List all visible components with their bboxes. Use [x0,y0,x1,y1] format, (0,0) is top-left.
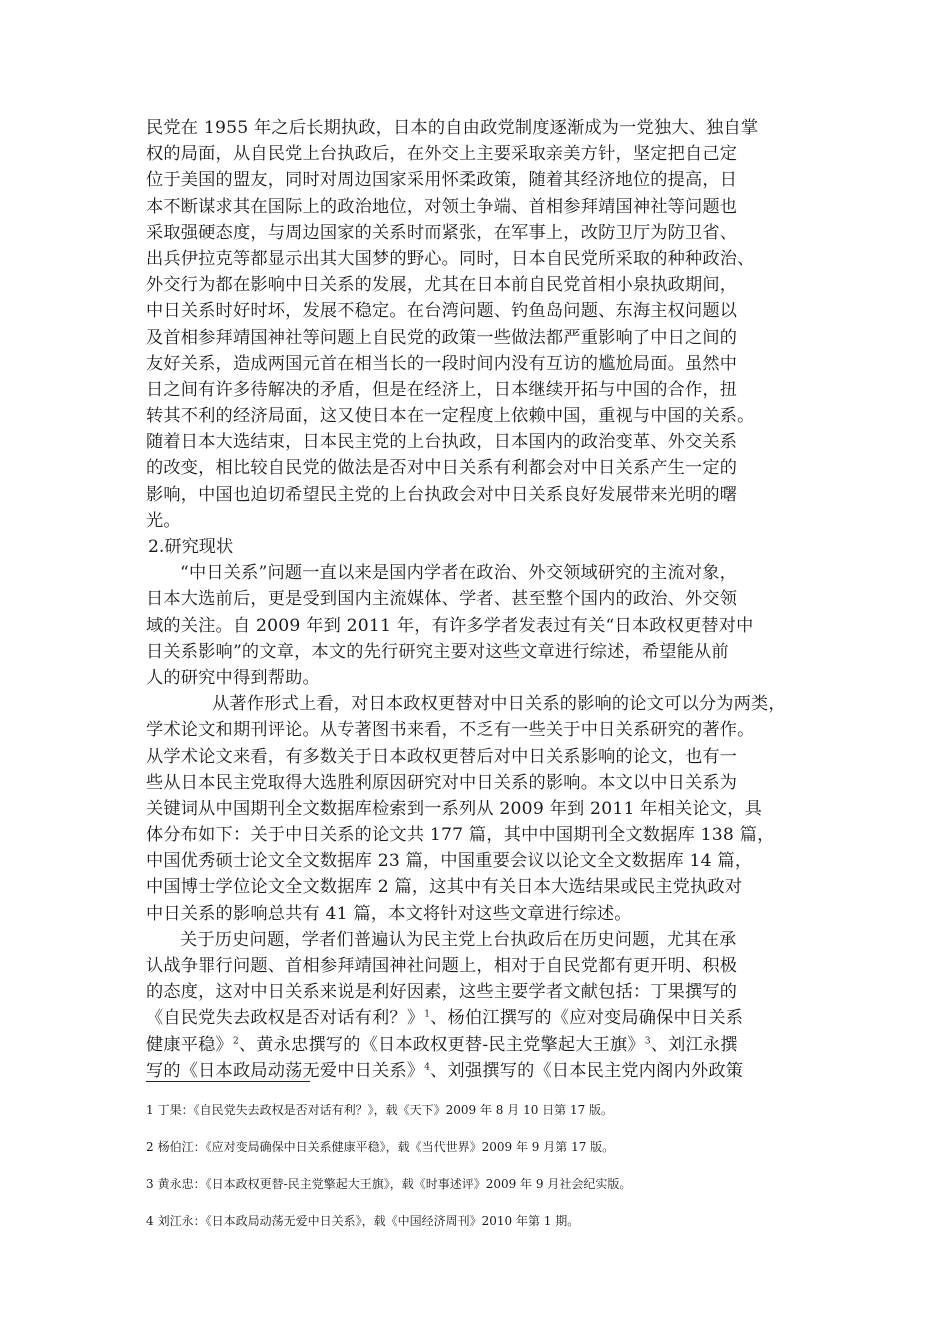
text-line: 本不断谋求其在国际上的政治地位，对领土争端、首相参拜靖国神社等问题也 [146,196,738,217]
footnote-number: 4 [146,1214,154,1228]
footnote-ref[interactable]: 2 [232,1035,239,1046]
text-line: 认战争罪行问题、首相参拜靖国神社问题上，相对于自民党都有更开明、积极 [146,956,738,976]
text-line: 学术论文和期刊评论。从专著图书来看，不乏有一些关于中日关系研究的著作。 [146,720,755,741]
footnote-number: 2 [146,1140,154,1154]
footnote-ref[interactable]: 1 [424,1009,431,1020]
body-text [146,115,826,1084]
text-line: 民党在 1955 年之后长期执政，日本的自由政党制度逐渐成为一党独大、独自掌 [146,118,759,138]
text-line: 域的关注。自 2009 年到 2011 年，有许多学者发表过有关“日本政权更替对中 [146,615,754,636]
text-line: 人的研究中得到帮助。 [146,667,320,688]
citation-text: 健康平稳》 [146,1034,233,1055]
text-line: 的态度，这对中日关系来说是利好因素，这些主要学者文献包括：丁果撰写的 [146,982,738,1003]
footnotes [146,1102,846,1250]
text-line: 影响，中国也迫切希望民主党的上台执政会对中日关系良好发展带来光明的曙 [146,484,738,505]
text-line: 转其不利的经济局面，这又使日本在一定程度上依赖中国，重视与中国的关系。 [146,406,755,427]
text-line: 关键词从中国期刊全文数据库检索到一系列从 2009 年到 2011 年相关论文，具 [146,798,762,819]
text-line [146,1032,826,1058]
paragraph-continuation [146,115,826,534]
paragraph-research-intro [146,560,826,691]
footnote-text: 黄永忠：《日本政权更替-民主党擎起大王旗》，载《时事述评》2009 年 9 月社会纪实版。 [157,1177,632,1191]
text-line [146,1058,826,1084]
paragraph-history-issues [146,927,826,1084]
text-line: 中国博士学位论文全文数据库 2 篇，这其中有关日本大选结果或民主党执政对 [146,877,743,898]
footnote-separator [146,1081,310,1082]
text-line: 权的局面，从自民党上台执政后，在外交上主要采取亲美方针，坚定把自己定 [146,144,738,165]
footnote [146,1102,846,1118]
text-line: 的改变，相比较自民党的做法是否对中日关系有利都会对中日关系产生一定的 [146,458,738,479]
text-line-content: “中日关系”问题一直以来是国内学者在政治、外交领域研究的主流对象， [180,563,737,584]
text-line-content: 从著作形式上看，对日本政权更替对中日关系的影响的论文可以分为两类， [212,694,786,715]
text-line: 随着日本大选结束，日本民主党的上台执政，日本国内的政治变革、外交关系 [146,432,738,453]
footnote-text: 丁果：《自民党失去政权是否对话有利？》，载《天下》2009 年 8 月 10 日第 17 版。 [157,1103,614,1117]
text-line [146,927,826,953]
citation-text: 、刘强撰写的《日本民主党内阁内外政策 [430,1060,744,1081]
text-line: 友好关系，造成两国元首在相当长的一段时间内没有互访的尴尬局面。虽然中 [146,353,738,374]
footnote [146,1213,846,1229]
text-line: 中日关系的影响总共有 41 篇，本文将针对这些文章进行综述。 [146,903,632,924]
footnote [146,1176,846,1192]
paragraph-publication-forms [146,691,826,927]
text-line: 体分布如下：关于中日关系的论文共 177 篇，其中中国期刊全文数据库 138 篇， [146,825,775,846]
text-line: 日之间有许多待解决的矛盾，但是在经济上，日本继续开拓与中国的合作，扭 [146,379,738,400]
footnote [146,1139,846,1155]
text-line: 采取强硬态度，与周边国家的关系时而紧张，在军事上，改防卫厅为防卫省、 [146,222,738,243]
text-line: 位于美国的盟友，同时对周边国家采用怀柔政策，随着其经济地位的提高，日 [146,170,738,191]
text-line-content: 关于历史问题，学者们普遍认为民主党上台执政后在历史问题，尤其在承 [180,929,737,950]
text-line: 外交行为都在影响中日关系的发展，尤其在日本前自民党首相小泉执政期间， [146,275,738,296]
section-heading: 2.研究现状 [148,537,234,557]
text-line [146,560,826,586]
text-line [146,691,826,717]
text-line: 些从日本民主党取得大选胜利原因研究对中日关系的影响。本文以中日关系为 [146,772,738,793]
text-line: 从学术论文来看，有多数关于日本政权更替后对中日关系影响的论文，也有一 [146,746,738,767]
text-line: 中日关系时好时坏，发展不稳定。在台湾问题、钓鱼岛问题、东海主权问题以 [146,301,738,322]
citation-text: 写的《日本政局动荡无爱中日关系》 [146,1060,425,1081]
text-line: 出兵伊拉克等都显示出其大国梦的野心。同时，日本自民党所采取的种种政治、 [146,248,755,269]
citation-text: 、杨伯江撰写的《应对变局确保中日关系 [430,1008,744,1029]
text-line: 中国优秀硕士论文全文数据库 23 篇，中国重要会议以论文全文数据库 14 篇， [146,851,753,872]
text-line: 及首相参拜靖国神社等问题上自民党的政策一些做法都严重影响了中日之间的 [146,327,738,348]
text-line [146,1005,826,1031]
text-line: 光。 [146,510,181,531]
footnote-text: 杨伯江：《应对变局确保中日关系健康平稳》，载《当代世界》2009 年 9 月第 17 版。 [157,1140,615,1154]
footnote-number: 1 [146,1103,154,1117]
footnote-ref[interactable]: 3 [644,1035,651,1046]
citation-text: 《自民党失去政权是否对话有利？》 [146,1008,425,1029]
citation-text: 、黄永忠撰写的《日本政权更替-民主党擎起大王旗》 [238,1034,645,1055]
footnote-ref[interactable]: 4 [424,1062,431,1073]
footnote-text: 刘江永：《日本政局动荡无爱中日关系》，载《中国经济周刊》2010 年第 1 期。 [157,1214,580,1228]
text-line: 日关系影响”的文章，本文的先行研究主要对这些文章进行综述，希望能从前 [146,641,729,662]
citation-text: 、刘江永撰 [650,1034,738,1055]
text-line: 日本大选前后，更是受到国内主流媒体、学者、甚至整个国内的政治、外交领 [146,589,738,610]
footnote-number: 3 [146,1177,154,1191]
